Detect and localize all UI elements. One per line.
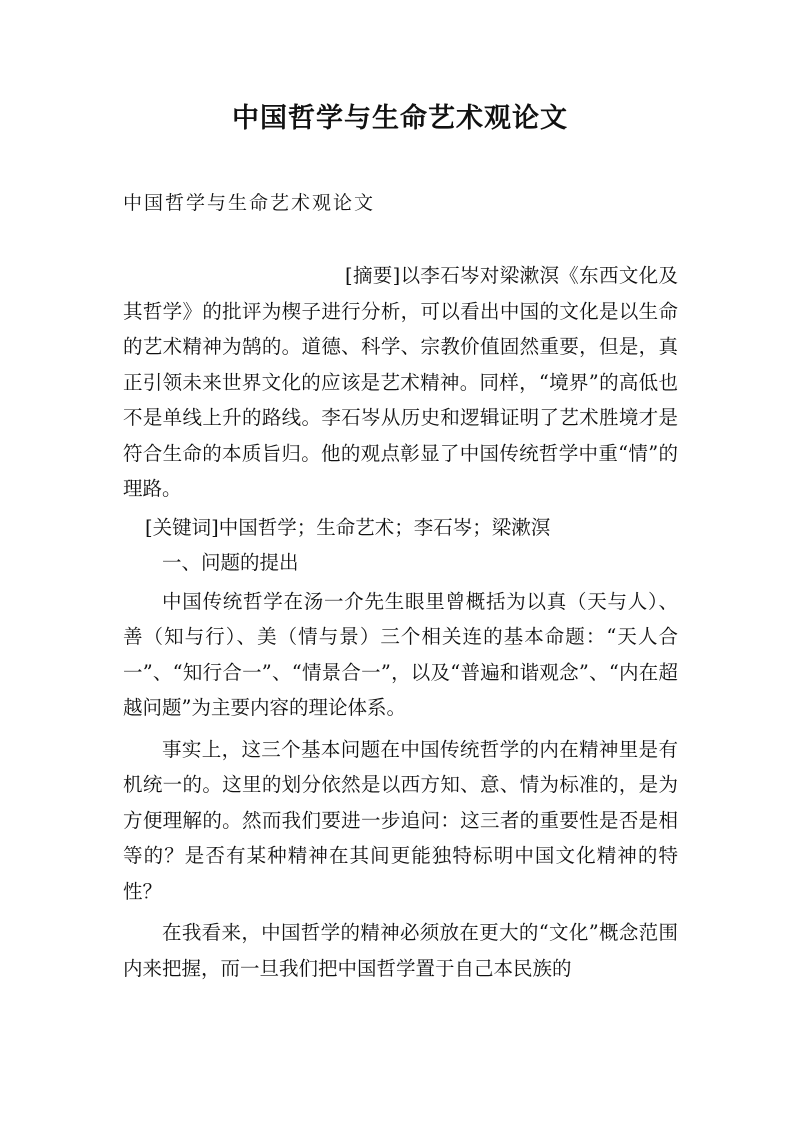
body-paragraph: 事实上，这三个基本问题在中国传统哲学的内在精神里是有机统一的。这里的划分依然是以西方知、意、情为标准的，是为方便理解的。然而我们要进一步追问：这三者的重要性是否是相等的？是否有某种精神在其间更能独特标明中国文化精神的特性？ <box>123 737 678 903</box>
section-heading: 一、问题的提出 <box>162 551 299 574</box>
body-paragraph: 中国传统哲学在汤一介先生眼里曾概括为以真（天与人）、善（知与行）、美（情与景）三个相关连的基本命题：“天人合一”、“知行合一”、“情景合一”，以及“普遍和谐观念”、“内在超越问题”为主要内容的理论体系。 <box>123 589 678 719</box>
abstract-paragraph: [摘要]以李石岑对梁漱溟《东西文化及其哲学》的批评为楔子进行分析，可以看出中国的文化是以生命的艺术精神为鹄的。道德、科学、宗教价值固然重要，但是，真正引领未来世界文化的应该是艺术精神。同样，“境界”的高低也不是单线上升的路线。李石岑从历史和逻辑证明了艺术胜境才是符合生命的本质旨归。他的观点彰显了中国传统哲学中重“情”的理路。 <box>123 264 678 500</box>
document-subtitle: 中国哲学与生命艺术观论文 <box>123 192 376 214</box>
document-title: 中国哲学与生命艺术观论文 <box>232 103 568 134</box>
document-body <box>123 258 678 986</box>
body-paragraph: 在我看来，中国哲学的精神必须放在更大的“文化”概念范围内来把握，而一旦我们把中国哲学置于自己本民族的 <box>123 921 678 980</box>
keywords-line: [关键词]中国哲学；生命艺术；李石岑；梁漱溟 <box>145 515 551 539</box>
